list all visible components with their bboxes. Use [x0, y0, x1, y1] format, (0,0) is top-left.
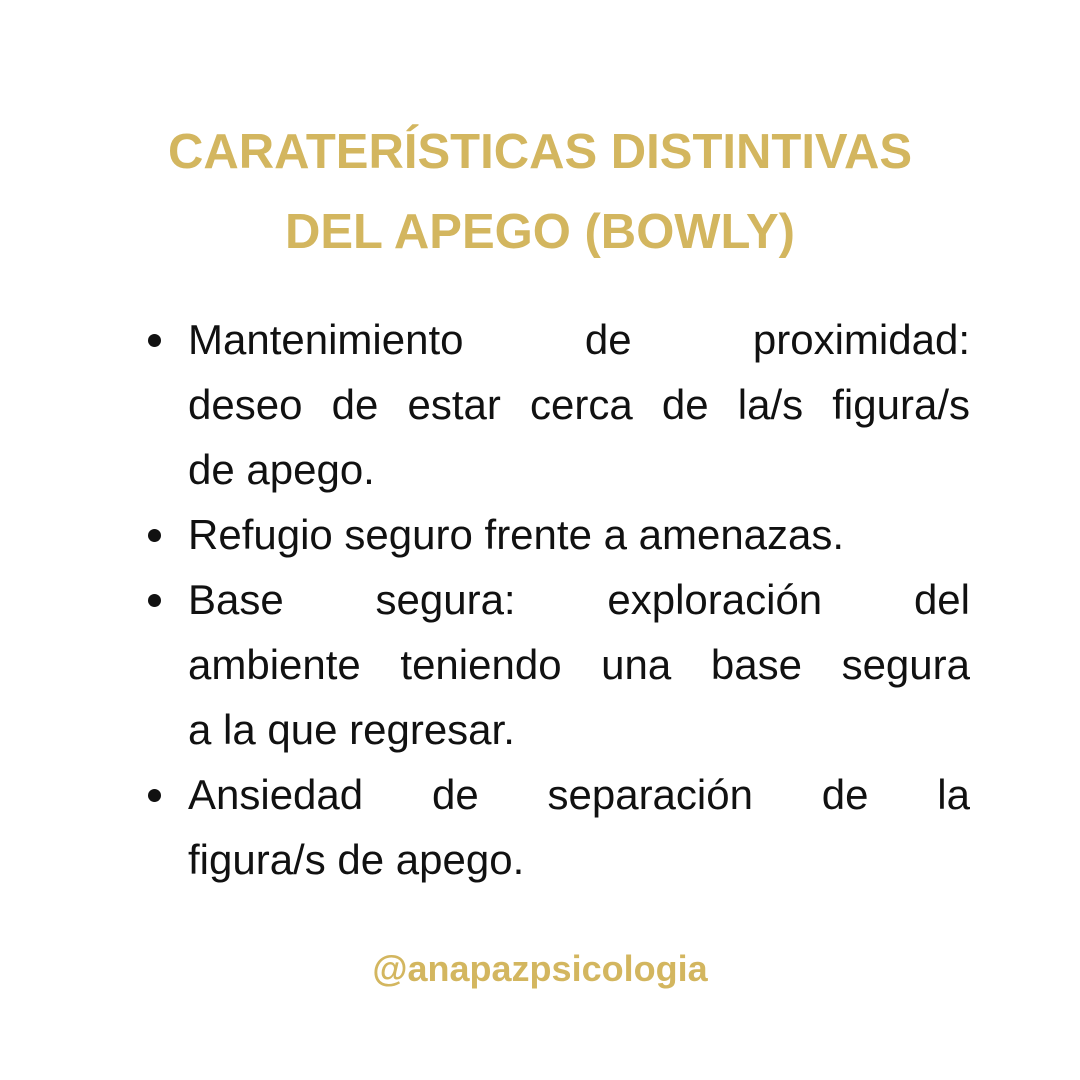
page-title	[0, 112, 1080, 272]
bullet-icon	[148, 594, 161, 607]
list-item	[188, 762, 970, 892]
list-item	[188, 567, 970, 762]
list-item-line: deseo de estar cerca de la/s figura/s	[188, 381, 970, 428]
list-item-line: figura/s de apego.	[188, 836, 525, 883]
list-item-line: Refugio seguro frente a amenazas.	[188, 511, 845, 558]
bullet-list	[188, 307, 970, 892]
social-handle: @anapazpsicologia	[372, 948, 708, 989]
bullet-icon	[148, 789, 161, 802]
title-line-2: DEL APEGO (BOWLY)	[284, 205, 795, 259]
bullet-icon	[148, 334, 161, 347]
title-line-1: CARATERÍSTICAS DISTINTIVAS	[167, 125, 913, 179]
list-item-line: Mantenimiento de proximidad:	[188, 316, 970, 363]
list-item-line: de apego.	[188, 446, 375, 493]
list-item-line: ambiente teniendo una base segura	[188, 641, 970, 688]
list-item	[188, 502, 970, 567]
list-item	[188, 307, 970, 502]
list-item-line: Base segura: exploración del	[188, 576, 970, 623]
bullet-icon	[148, 529, 161, 542]
list-item-line: a la que regresar.	[188, 706, 515, 753]
list-item-line: Ansiedad de separación de la	[188, 771, 970, 818]
